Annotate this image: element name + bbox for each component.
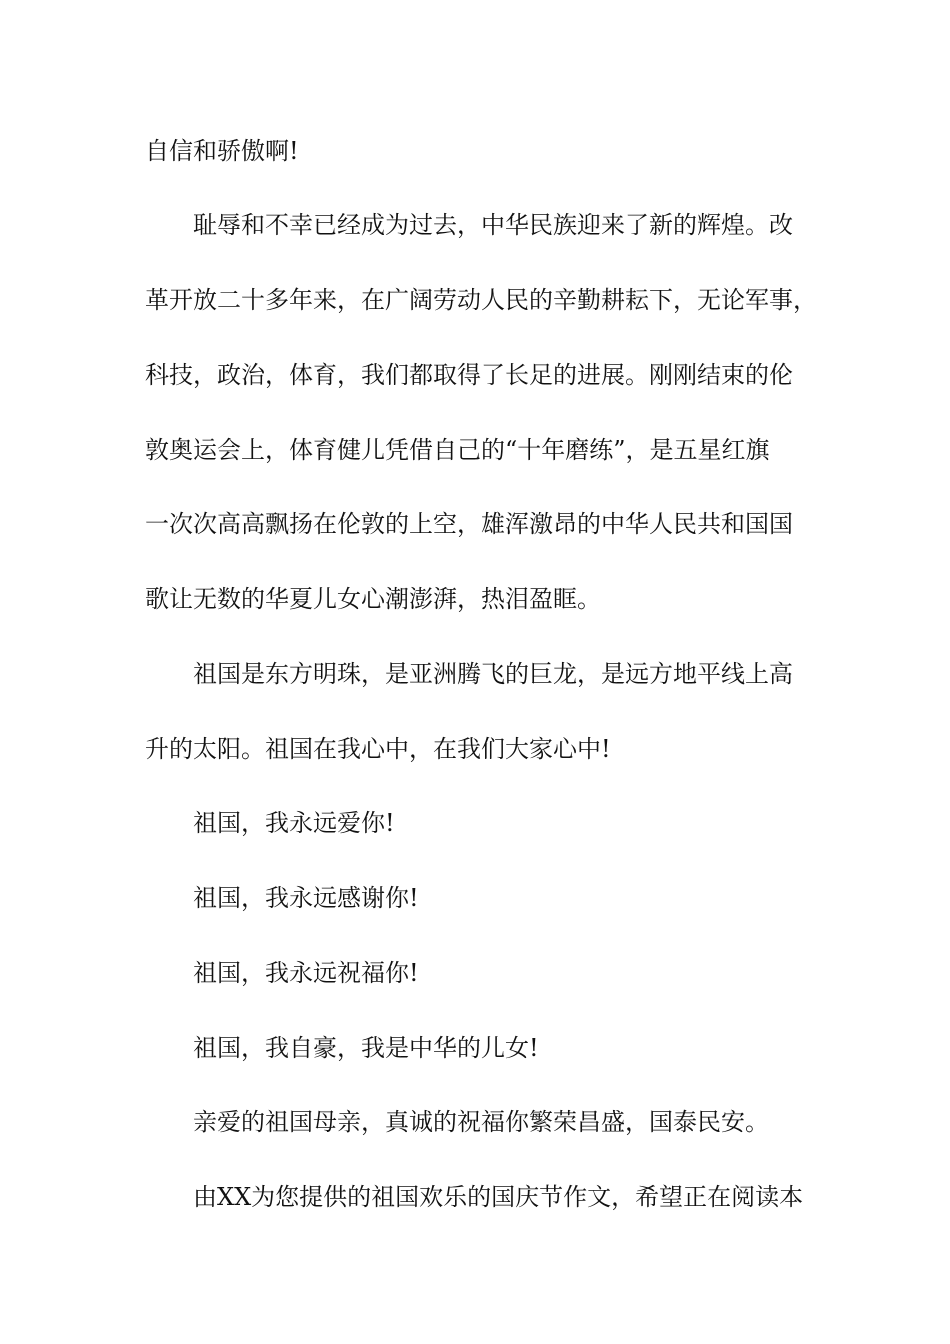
paragraph-line: 亲爱的祖国母亲，真诚的祝福你繁荣昌盛，国泰民安。 [193,1108,769,1136]
paragraph-line: 自信和骄傲啊! [145,137,299,165]
paragraph-line: 敦奥运会上，体育健儿凭借自己的“十年磨练”，是五星红旗 [145,436,770,464]
paragraph-line: 祖国，我自豪，我是中华的儿女! [193,1034,539,1062]
paragraph-line: 耻辱和不幸已经成为过去，中华民族迎来了新的辉煌。改 [193,211,793,239]
paragraph-line: 由XX为您提供的祖国欢乐的国庆节作文，希望正在阅读本 [193,1183,804,1211]
paragraph-line: 祖国是东方明珠，是亚洲腾飞的巨龙，是远方地平线上高 [193,660,793,688]
paragraph-line: 祖国，我永远感谢你! [193,884,419,912]
paragraph-line: 革开放二十多年来，在广阔劳动人民的辛勤耕耘下，无论军事， [145,286,817,314]
paragraph-line: 歌让无数的华夏儿女心潮澎湃，热泪盈眶。 [145,585,601,613]
paragraph-line: 升的太阳。祖国在我心中，在我们大家心中! [145,735,611,763]
paragraph-line: 科技，政治，体育，我们都取得了长足的进展。刚刚结束的伦 [145,361,793,389]
paragraph-line: 一次次高高飘扬在伦敦的上空，雄浑激昂的中华人民共和国国 [145,510,793,538]
paragraph-line: 祖国，我永远祝福你! [193,959,419,987]
paragraph-line: 祖国，我永远爱你! [193,809,395,837]
